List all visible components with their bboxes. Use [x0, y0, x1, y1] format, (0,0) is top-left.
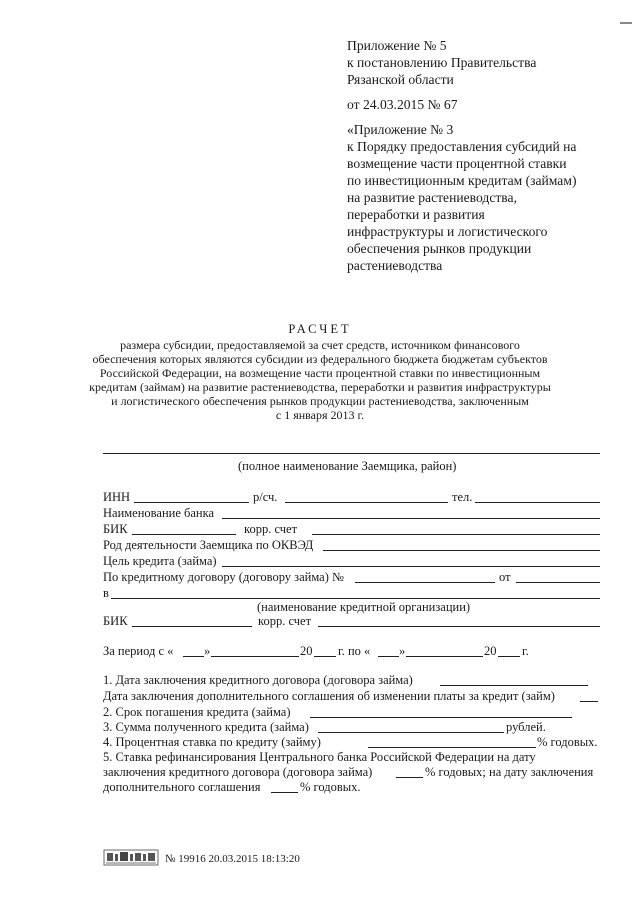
- subtitle-line: кредитам (займам) на развитие растениеводства, переработки и развития инфраструктуры: [89, 380, 551, 394]
- bik2-label: БИК: [103, 614, 128, 628]
- period-start-year-field[interactable]: [314, 656, 336, 657]
- bik2-field[interactable]: [132, 626, 252, 627]
- item-5-line1: 5. Ставка рефинансирования Центрального банка Российской Федерации на дату: [103, 750, 536, 764]
- item-1b-label: Дата заключения дополнительного соглашения об изменении платы за кредит (займ): [103, 689, 555, 703]
- item-1-field[interactable]: [440, 685, 588, 686]
- registry-stamp-icon: [103, 848, 159, 868]
- item-3-field[interactable]: [318, 732, 504, 733]
- subtitle-line: обеспечения которых являются субсидии из федерального бюджета бюджетам субъектов: [92, 352, 548, 366]
- period-year-suffix1: г. по «: [338, 644, 371, 658]
- period-end-day-field[interactable]: [378, 656, 399, 657]
- item-5-rate2-field[interactable]: [271, 792, 298, 793]
- item-5-line3b: % годовых.: [300, 780, 361, 794]
- item-1-label: 1. Дата заключения кредитного договора (договора займа): [103, 673, 413, 687]
- bank-name-field[interactable]: [222, 518, 600, 519]
- corr-account-field[interactable]: [312, 534, 600, 535]
- item-1b-field[interactable]: [580, 701, 598, 702]
- footer-doc-number: № 19916 20.03.2015 18:13:20: [165, 853, 300, 865]
- period-end-month-field[interactable]: [406, 656, 483, 657]
- okved-field[interactable]: [323, 550, 600, 551]
- bik-field[interactable]: [132, 534, 236, 535]
- header-line: обеспечения рынков продукции: [347, 241, 532, 256]
- contract-number-field[interactable]: [355, 582, 495, 583]
- purpose-field[interactable]: [222, 566, 600, 567]
- item-4-field[interactable]: [368, 747, 536, 748]
- period-end-year-field[interactable]: [498, 656, 520, 657]
- corr-account2-label: корр. счет: [258, 614, 312, 628]
- contract-from-label: от: [499, 570, 511, 584]
- header-line: инфраструктуры и логистического: [347, 224, 548, 239]
- item-2-label: 2. Срок погашения кредита (займа): [103, 705, 291, 719]
- period-year-suffix2: г.: [522, 644, 529, 658]
- header-line: по инвестиционным кредитам (займам): [347, 173, 577, 188]
- header-line: растениеводства: [347, 258, 443, 273]
- bank-name-label: Наименование банка: [103, 506, 215, 520]
- decree-label: к постановлению Правительства: [347, 55, 537, 70]
- header-line: переработки и развития: [347, 207, 485, 222]
- bik-label: БИК: [103, 522, 128, 536]
- credit-org-caption: (наименование кредитной организации): [257, 600, 471, 614]
- account-label: р/сч.: [253, 490, 278, 504]
- okved-label: Род деятельности Заемщика по ОКВЭД: [103, 538, 314, 552]
- inn-label: ИНН: [103, 490, 131, 504]
- item-4-unit: % годовых.: [537, 735, 598, 749]
- period-label: За период с «: [103, 644, 174, 658]
- document-title: РАСЧЕТ: [288, 322, 352, 336]
- borrower-name-line[interactable]: [103, 453, 600, 454]
- period-start-day-field[interactable]: [183, 656, 204, 657]
- phone-field[interactable]: [475, 502, 600, 503]
- item-3-label: 3. Сумма полученного кредита (займа): [103, 720, 309, 734]
- credit-org-field[interactable]: [111, 598, 600, 599]
- in-label: в: [103, 586, 109, 600]
- period-close2: »: [399, 644, 406, 658]
- period-start-month-field[interactable]: [211, 656, 299, 657]
- subtitle-line: размера субсидии, предоставляемой за счет средств, источником финансового: [120, 338, 520, 352]
- header-line: «Приложение № 3: [347, 122, 454, 137]
- date-number-label: от 24.03.2015 № 67: [347, 97, 458, 112]
- period-close1: »: [204, 644, 211, 658]
- phone-label: тел.: [452, 490, 473, 504]
- header-line: возмещение части процентной ставки: [347, 156, 567, 171]
- inn-field[interactable]: [134, 502, 249, 503]
- item-5-line2a: заключения кредитного договора (договора займа): [103, 765, 373, 779]
- corr-account2-field[interactable]: [318, 626, 600, 627]
- borrower-caption: (полное наименование Заемщика, район): [238, 459, 457, 473]
- purpose-label: Цель кредита (займа): [103, 554, 217, 568]
- region-label: Рязанской области: [347, 72, 454, 87]
- item-5-line3a: дополнительного соглашения: [103, 780, 261, 794]
- period-year-prefix2: 20: [484, 644, 497, 658]
- period-year-prefix1: 20: [300, 644, 313, 658]
- header-line: на развитие растениеводства,: [347, 190, 517, 205]
- subtitle-line: и логистического обеспечения рынков продукции растениеводства, заключенным: [111, 394, 529, 408]
- item-5-line2b: % годовых; на дату заключения: [425, 765, 594, 779]
- item-3-unit: рублей.: [506, 720, 546, 734]
- scan-mark: [620, 22, 632, 24]
- contract-label: По кредитному договору (договору займа) №: [103, 570, 344, 584]
- account-field[interactable]: [285, 502, 448, 503]
- subtitle-line: Российской Федерации, на возмещение части процентной ставки по инвестиционным: [99, 366, 541, 380]
- appendix-label: Приложение № 5: [347, 38, 447, 53]
- item-2-field[interactable]: [310, 717, 572, 718]
- corr-account-label: корр. счет: [244, 522, 298, 536]
- subtitle-line: с 1 января 2013 г.: [275, 408, 365, 422]
- item-5-rate1-field[interactable]: [396, 777, 423, 778]
- item-4-label: 4. Процентная ставка по кредиту (займу): [103, 735, 321, 749]
- header-line: к Порядку предоставления субсидий на: [347, 139, 577, 154]
- contract-date-field[interactable]: [516, 582, 600, 583]
